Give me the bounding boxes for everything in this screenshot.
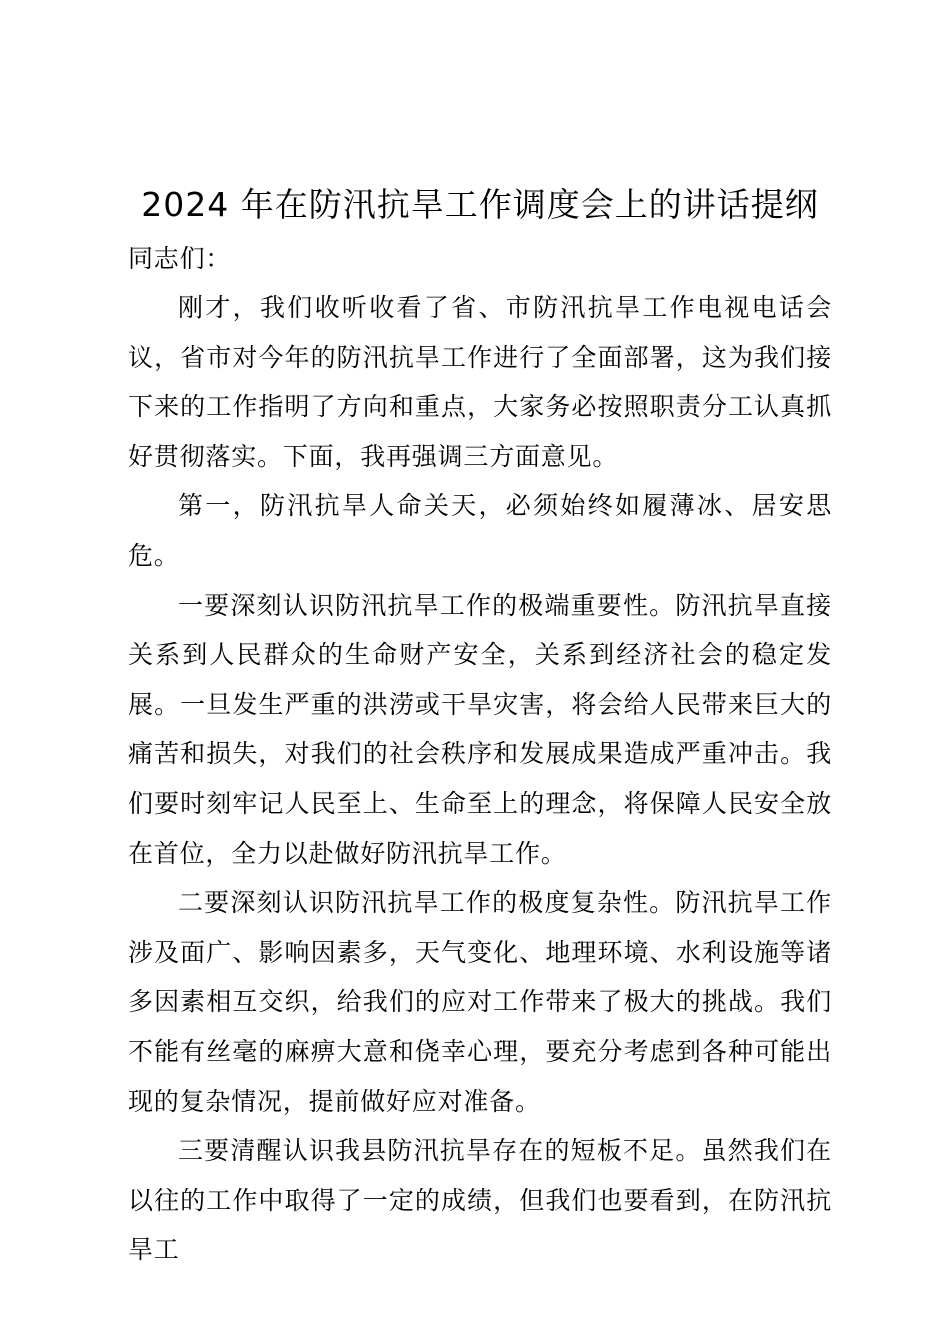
document-title: 2024 年在防汛抗旱工作调度会上的讲话提纲 — [141, 185, 819, 224]
paragraph-2: 第一，防汛抗旱人命关天，必须始终如履薄冰、居安思危。 — [128, 491, 832, 570]
salutation: 同志们： — [128, 244, 232, 273]
paragraph-1: 刚才，我们收听收看了省、市防汛抗旱工作电视电话会议，省市对今年的防汛抗旱工作进行了全面部署，这为我们接下来的工作指明了方向和重点，大家务必按照职责分工认真抓好贯彻落实。下面，我再强调三方面意见。 — [128, 293, 832, 471]
paragraph-3: 一要深刻认识防汛抗旱工作的极端重要性。防汛抗旱直接关系到人民群众的生命财产安全，关系到经济社会的稳定发展。一旦发生严重的洪涝或干旱灾害，将会给人民带来巨大的痛苦和损失，对我们的社会秩序和发展成果造成严重冲击。我们要时刻牢记人民至上、生命至上的理念，将保障人民安全放在首位，全力以赴做好防汛抗旱工作。 — [128, 590, 832, 868]
paragraph-4: 二要深刻认识防汛抗旱工作的极度复杂性。防汛抗旱工作涉及面广、影响因素多，天气变化、地理环境、水利设施等诸多因素相互交织，给我们的应对工作带来了极大的挑战。我们不能有丝毫的麻痹大意和侥幸心理，要充分考虑到各种可能出现的复杂情况，提前做好应对准备。 — [128, 888, 832, 1116]
document-body — [128, 234, 832, 1275]
paragraph-5: 三要清醒认识我县防汛抗旱存在的短板不足。虽然我们在以往的工作中取得了一定的成绩，但我们也要看到，在防汛抗旱工 — [128, 1136, 832, 1265]
